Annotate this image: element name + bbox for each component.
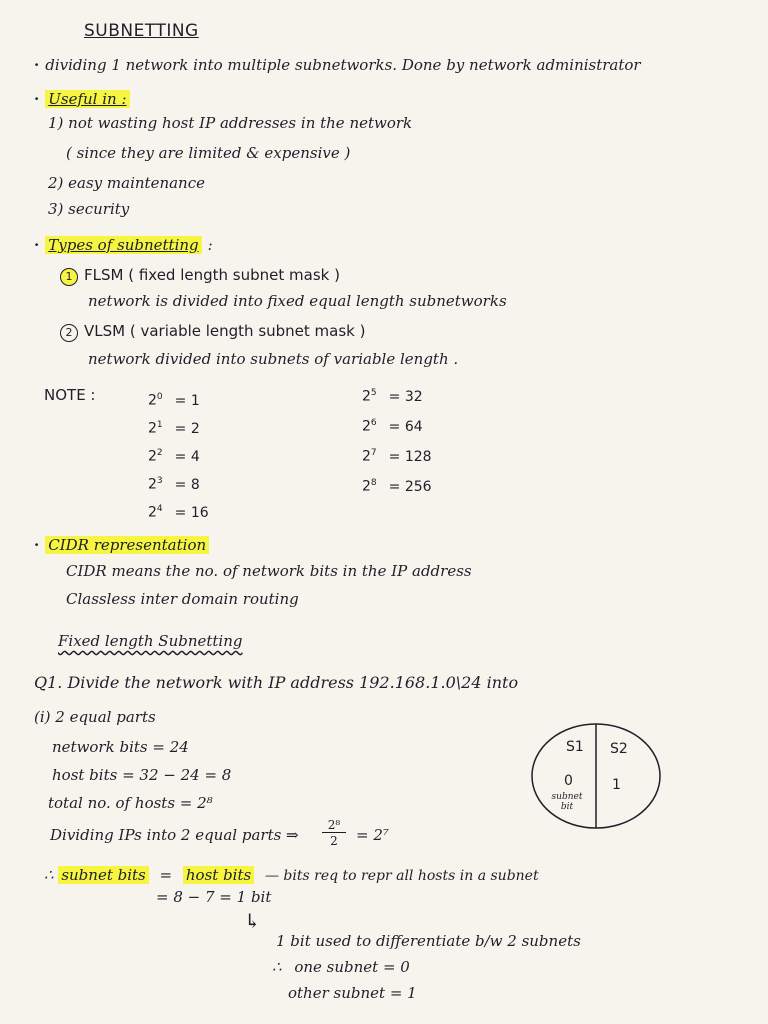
host-bits-label: host bits — [183, 866, 254, 884]
fixed-heading: Fixed length Subnetting — [58, 632, 243, 650]
flsm-line — [60, 266, 340, 286]
fraction-result: = 2⁷ — [356, 826, 389, 844]
equals-sign: = — [159, 866, 173, 884]
power-base: 2 — [148, 448, 157, 465]
one-subnet-text: one subnet = 0 — [294, 958, 410, 976]
power-base: 2 — [362, 448, 371, 465]
power-exponent: 4 — [156, 504, 163, 514]
useful-item-3: 3) security — [48, 200, 130, 218]
vlsm-desc: network divided into subnets of variable length . — [88, 350, 459, 368]
power-exponent: 0 — [156, 392, 163, 402]
types-heading-text: Types of subnetting — [45, 236, 201, 254]
therefore-icon: ∴ — [44, 866, 54, 884]
power-value: = 8 — [174, 476, 200, 493]
number-one-icon: 1 — [60, 268, 78, 286]
power-exponent: 8 — [370, 478, 377, 488]
subnet-bit-caption: subnet bit — [551, 792, 583, 812]
subnet-bits-calc: = 8 − 7 = 1 bit — [156, 888, 272, 906]
fraction-numerator: 2⁸ — [322, 818, 346, 833]
power-value: = 1 — [174, 392, 200, 409]
one-subnet-line — [272, 958, 410, 976]
power-value: = 256 — [388, 478, 432, 495]
power-base: 2 — [362, 478, 371, 495]
power-of-two-row — [362, 478, 432, 495]
total-hosts-line: total no. of hosts = 2⁸ — [48, 794, 213, 812]
useful-item-1: 1) not wasting host IP addresses in the network — [48, 114, 413, 132]
useful-heading-text: Useful in : — [45, 90, 129, 108]
intro-line — [34, 56, 641, 74]
cidr-line-2: Classless inter domain routing — [66, 590, 299, 608]
page-title: SUBNETTING — [84, 21, 199, 41]
power-base: 2 — [148, 504, 157, 521]
power-value: = 32 — [388, 388, 423, 405]
power-of-two-row — [362, 448, 432, 465]
curved-arrow-icon: ↳ — [244, 909, 261, 933]
power-base: 2 — [148, 420, 157, 437]
subnet-bits-label: subnet bits — [58, 866, 148, 884]
power-of-two-row — [148, 392, 200, 409]
power-of-two-row — [362, 418, 423, 435]
note-label: NOTE : — [44, 386, 96, 404]
power-value: = 2 — [174, 420, 200, 437]
other-subnet-line: other subnet = 1 — [288, 984, 417, 1002]
power-exponent: 6 — [370, 418, 377, 428]
power-value: = 16 — [174, 504, 209, 521]
flsm-text: FLSM ( fixed length subnet mask ) — [84, 266, 340, 284]
subnet-s1-label: S1 — [566, 739, 584, 755]
cidr-line-1: CIDR means the no. of network bits in the IP address — [66, 562, 472, 580]
power-value: = 4 — [174, 448, 200, 465]
bullet-icon: · — [34, 536, 40, 554]
vlsm-text: VLSM ( variable length subnet mask ) — [84, 322, 366, 340]
intro-text: dividing 1 network into multiple subnetworks. Done by network administrator — [45, 56, 641, 74]
power-exponent: 7 — [370, 448, 377, 458]
question-1: Q1. Divide the network with IP address 192.168.1.0\24 into — [34, 673, 519, 692]
cidr-heading — [34, 536, 209, 554]
host-bits-line: host bits = 32 − 24 = 8 — [52, 766, 232, 784]
explain-line: 1 bit used to differentiate b/w 2 subnets — [276, 932, 581, 950]
bullet-icon: · — [34, 56, 40, 74]
power-exponent: 3 — [156, 476, 163, 486]
power-base: 2 — [148, 392, 157, 409]
subnet-ellipse — [530, 720, 662, 832]
power-of-two-row — [148, 504, 209, 521]
types-colon: : — [207, 236, 213, 254]
power-base: 2 — [362, 388, 371, 405]
power-exponent: 5 — [370, 388, 377, 398]
dividing-line: Dividing IPs into 2 equal parts ⇒ — [50, 826, 299, 844]
power-exponent: 1 — [156, 420, 163, 430]
types-heading — [34, 236, 213, 254]
flsm-desc: network is divided into fixed equal length subnetworks — [88, 292, 507, 310]
cidr-heading-text: CIDR representation — [45, 536, 209, 554]
power-exponent: 2 — [156, 448, 163, 458]
useful-item-2: 2) easy maintenance — [48, 174, 205, 192]
power-value: = 64 — [388, 418, 423, 435]
number-two-icon: 2 — [60, 324, 78, 342]
therefore-icon: ∴ — [272, 958, 282, 976]
subnet-s2-label: S2 — [610, 741, 628, 757]
power-of-two-row — [148, 448, 200, 465]
subnet-s1-bit: 0 — [564, 773, 573, 789]
subnet-s2-bit: 1 — [612, 777, 621, 793]
power-base: 2 — [362, 418, 371, 435]
useful-heading — [34, 90, 130, 108]
power-value: = 128 — [388, 448, 432, 465]
power-of-two-row — [362, 388, 423, 405]
question-part-i: (i) 2 equal parts — [34, 708, 156, 726]
useful-item-1-note: ( since they are limited & expensive ) — [66, 144, 351, 162]
power-of-two-row — [148, 420, 200, 437]
network-bits-line: network bits = 24 — [52, 738, 189, 756]
bullet-icon: · — [34, 90, 40, 108]
vlsm-line — [60, 322, 365, 342]
power-of-two-row — [148, 476, 200, 493]
subnet-diagram — [530, 720, 662, 832]
subnet-bits-explanation: — bits req to repr all hosts in a subnet — [264, 868, 539, 884]
power-base: 2 — [148, 476, 157, 493]
fraction-denominator: 2 — [330, 834, 338, 848]
bullet-icon: · — [34, 236, 40, 254]
subnet-bits-line — [44, 866, 539, 885]
